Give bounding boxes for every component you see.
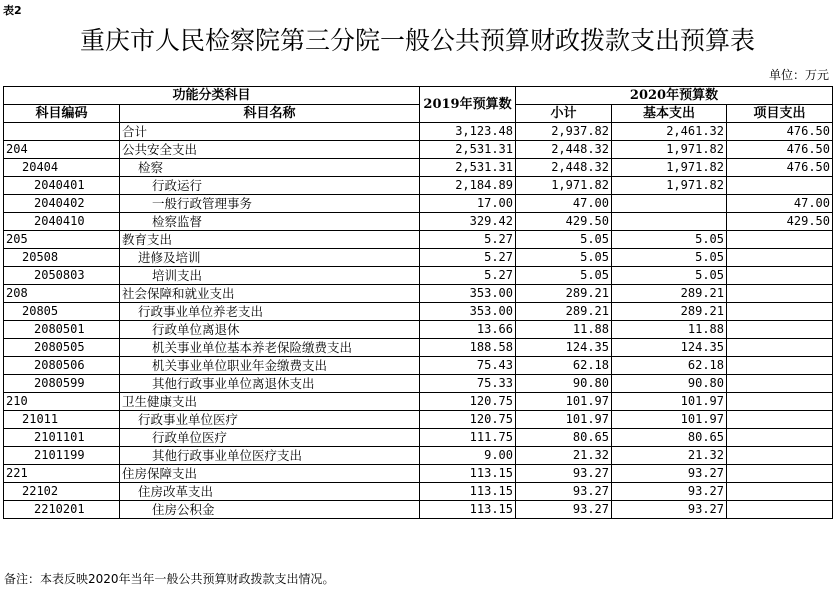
header-func-group: 功能分类科目 xyxy=(4,87,420,105)
cell-basic xyxy=(612,213,727,231)
cell-project xyxy=(727,483,833,501)
cell-code: 2101199 xyxy=(4,447,120,465)
cell-prev-year: 3,123.48 xyxy=(420,123,516,141)
cell-name: 其他行政事业单位医疗支出 xyxy=(120,447,420,465)
cell-prev-year: 75.33 xyxy=(420,375,516,393)
cell-name: 行政事业单位医疗 xyxy=(120,411,420,429)
cell-prev-year: 2,184.89 xyxy=(420,177,516,195)
header-basic: 基本支出 xyxy=(612,105,727,123)
cell-code: 2080506 xyxy=(4,357,120,375)
cell-code: 2050803 xyxy=(4,267,120,285)
table-row xyxy=(4,375,833,393)
cell-name: 住房保障支出 xyxy=(120,465,420,483)
cell-name: 行政单位离退休 xyxy=(120,321,420,339)
cell-basic: 101.97 xyxy=(612,393,727,411)
cell-prev-year: 5.27 xyxy=(420,267,516,285)
cell-basic: 5.05 xyxy=(612,231,727,249)
cell-code: 20805 xyxy=(4,303,120,321)
cell-code: 20508 xyxy=(4,249,120,267)
cell-subtotal: 2,448.32 xyxy=(516,159,612,177)
cell-basic: 5.05 xyxy=(612,267,727,285)
cell-subtotal: 5.05 xyxy=(516,231,612,249)
cell-prev-year: 113.15 xyxy=(420,465,516,483)
header-prev-year: 2019年预算数 xyxy=(420,87,516,123)
cell-name: 培训支出 xyxy=(120,267,420,285)
cell-code: 204 xyxy=(4,141,120,159)
cell-prev-year: 188.58 xyxy=(420,339,516,357)
unit-label: 单位：万元 xyxy=(768,68,829,82)
cell-subtotal: 101.97 xyxy=(516,411,612,429)
header-2020-group: 2020年预算数 xyxy=(516,87,833,105)
table-row xyxy=(4,321,833,339)
cell-project xyxy=(727,393,833,411)
cell-subtotal: 93.27 xyxy=(516,465,612,483)
cell-name: 行政事业单位养老支出 xyxy=(120,303,420,321)
table-row xyxy=(4,213,833,231)
header-row-1 xyxy=(4,87,833,105)
cell-code: 20404 xyxy=(4,159,120,177)
cell-subtotal: 5.05 xyxy=(516,249,612,267)
cell-name: 合计 xyxy=(120,123,420,141)
cell-prev-year: 5.27 xyxy=(420,249,516,267)
cell-prev-year: 9.00 xyxy=(420,447,516,465)
cell-name: 机关事业单位基本养老保险缴费支出 xyxy=(120,339,420,357)
cell-prev-year: 5.27 xyxy=(420,231,516,249)
cell-code: 2080501 xyxy=(4,321,120,339)
cell-basic: 93.27 xyxy=(612,465,727,483)
cell-basic: 11.88 xyxy=(612,321,727,339)
cell-project xyxy=(727,231,833,249)
table-row xyxy=(4,267,833,285)
cell-prev-year: 120.75 xyxy=(420,393,516,411)
cell-project xyxy=(727,429,833,447)
cell-prev-year: 13.66 xyxy=(420,321,516,339)
cell-subtotal: 1,971.82 xyxy=(516,177,612,195)
cell-project xyxy=(727,285,833,303)
table-row xyxy=(4,195,833,213)
cell-code: 205 xyxy=(4,231,120,249)
cell-project: 429.50 xyxy=(727,213,833,231)
cell-project xyxy=(727,339,833,357)
table-row xyxy=(4,501,833,519)
cell-name: 公共安全支出 xyxy=(120,141,420,159)
cell-project xyxy=(727,303,833,321)
cell-project xyxy=(727,357,833,375)
table-row xyxy=(4,231,833,249)
cell-subtotal: 21.32 xyxy=(516,447,612,465)
cell-subtotal: 47.00 xyxy=(516,195,612,213)
cell-basic: 5.05 xyxy=(612,249,727,267)
sheet-label: 表2 xyxy=(3,4,22,17)
cell-code: 2080599 xyxy=(4,375,120,393)
table-row xyxy=(4,429,833,447)
cell-subtotal: 80.65 xyxy=(516,429,612,447)
cell-basic: 101.97 xyxy=(612,411,727,429)
cell-name: 住房改革支出 xyxy=(120,483,420,501)
table-row xyxy=(4,411,833,429)
header-subtotal: 小计 xyxy=(516,105,612,123)
header-row-2 xyxy=(4,105,833,123)
cell-project xyxy=(727,411,833,429)
cell-basic: 289.21 xyxy=(612,285,727,303)
cell-prev-year: 17.00 xyxy=(420,195,516,213)
cell-code: 22102 xyxy=(4,483,120,501)
cell-code: 2101101 xyxy=(4,429,120,447)
table-row xyxy=(4,177,833,195)
table-row xyxy=(4,483,833,501)
cell-project: 476.50 xyxy=(727,159,833,177)
cell-basic: 289.21 xyxy=(612,303,727,321)
cell-basic: 2,461.32 xyxy=(612,123,727,141)
cell-name: 检察 xyxy=(120,159,420,177)
table-row xyxy=(4,357,833,375)
cell-project: 476.50 xyxy=(727,123,833,141)
cell-subtotal: 62.18 xyxy=(516,357,612,375)
cell-subtotal: 2,937.82 xyxy=(516,123,612,141)
cell-basic: 90.80 xyxy=(612,375,727,393)
cell-name: 一般行政管理事务 xyxy=(120,195,420,213)
table-row xyxy=(4,465,833,483)
cell-prev-year: 353.00 xyxy=(420,285,516,303)
cell-prev-year: 75.43 xyxy=(420,357,516,375)
cell-name: 卫生健康支出 xyxy=(120,393,420,411)
cell-subtotal: 124.35 xyxy=(516,339,612,357)
cell-prev-year: 2,531.31 xyxy=(420,141,516,159)
page-title: 重庆市人民检察院第三分院一般公共预算财政拨款支出预算表 xyxy=(79,26,755,55)
cell-basic: 93.27 xyxy=(612,483,727,501)
cell-basic: 21.32 xyxy=(612,447,727,465)
cell-project xyxy=(727,447,833,465)
cell-name: 行政运行 xyxy=(120,177,420,195)
header-project: 项目支出 xyxy=(727,105,833,123)
cell-name: 教育支出 xyxy=(120,231,420,249)
cell-prev-year: 113.15 xyxy=(420,501,516,519)
cell-basic: 93.27 xyxy=(612,501,727,519)
cell-name: 检察监督 xyxy=(120,213,420,231)
cell-code: 2210201 xyxy=(4,501,120,519)
cell-subtotal: 93.27 xyxy=(516,483,612,501)
cell-project xyxy=(727,249,833,267)
cell-code: 208 xyxy=(4,285,120,303)
table-row xyxy=(4,159,833,177)
table-row xyxy=(4,141,833,159)
cell-subtotal: 2,448.32 xyxy=(516,141,612,159)
cell-project xyxy=(727,465,833,483)
cell-subtotal: 11.88 xyxy=(516,321,612,339)
header-code: 科目编码 xyxy=(4,105,120,123)
cell-prev-year: 329.42 xyxy=(420,213,516,231)
table-body xyxy=(4,123,833,519)
cell-code: 2040401 xyxy=(4,177,120,195)
cell-project xyxy=(727,321,833,339)
cell-basic: 1,971.82 xyxy=(612,159,727,177)
table-row xyxy=(4,447,833,465)
cell-basic: 1,971.82 xyxy=(612,141,727,159)
cell-name: 机关事业单位职业年金缴费支出 xyxy=(120,357,420,375)
budget-table xyxy=(3,86,833,519)
cell-subtotal: 93.27 xyxy=(516,501,612,519)
cell-code: 21011 xyxy=(4,411,120,429)
cell-code: 210 xyxy=(4,393,120,411)
cell-basic: 62.18 xyxy=(612,357,727,375)
cell-basic xyxy=(612,195,727,213)
cell-code: 221 xyxy=(4,465,120,483)
table-row xyxy=(4,339,833,357)
cell-project xyxy=(727,501,833,519)
cell-project: 47.00 xyxy=(727,195,833,213)
cell-subtotal: 289.21 xyxy=(516,303,612,321)
cell-project xyxy=(727,177,833,195)
cell-name: 社会保障和就业支出 xyxy=(120,285,420,303)
cell-code: 2040410 xyxy=(4,213,120,231)
cell-name: 进修及培训 xyxy=(120,249,420,267)
table-row xyxy=(4,123,833,141)
cell-name: 行政单位医疗 xyxy=(120,429,420,447)
cell-basic: 1,971.82 xyxy=(612,177,727,195)
table-row xyxy=(4,303,833,321)
cell-project xyxy=(727,267,833,285)
cell-prev-year: 2,531.31 xyxy=(420,159,516,177)
cell-subtotal: 429.50 xyxy=(516,213,612,231)
footnote: 备注：本表反映2020年当年一般公共预算财政拨款支出情况。 xyxy=(4,572,335,586)
cell-project: 476.50 xyxy=(727,141,833,159)
cell-prev-year: 353.00 xyxy=(420,303,516,321)
cell-name: 住房公积金 xyxy=(120,501,420,519)
cell-subtotal: 90.80 xyxy=(516,375,612,393)
cell-basic: 124.35 xyxy=(612,339,727,357)
table-row xyxy=(4,249,833,267)
cell-subtotal: 5.05 xyxy=(516,267,612,285)
cell-prev-year: 113.15 xyxy=(420,483,516,501)
cell-name: 其他行政事业单位离退休支出 xyxy=(120,375,420,393)
cell-project xyxy=(727,375,833,393)
cell-subtotal: 101.97 xyxy=(516,393,612,411)
cell-basic: 80.65 xyxy=(612,429,727,447)
table-row xyxy=(4,393,833,411)
cell-code: 2040402 xyxy=(4,195,120,213)
cell-subtotal: 289.21 xyxy=(516,285,612,303)
table-row xyxy=(4,285,833,303)
header-name: 科目名称 xyxy=(120,105,420,123)
cell-code xyxy=(4,123,120,141)
cell-prev-year: 111.75 xyxy=(420,429,516,447)
cell-code: 2080505 xyxy=(4,339,120,357)
cell-prev-year: 120.75 xyxy=(420,411,516,429)
